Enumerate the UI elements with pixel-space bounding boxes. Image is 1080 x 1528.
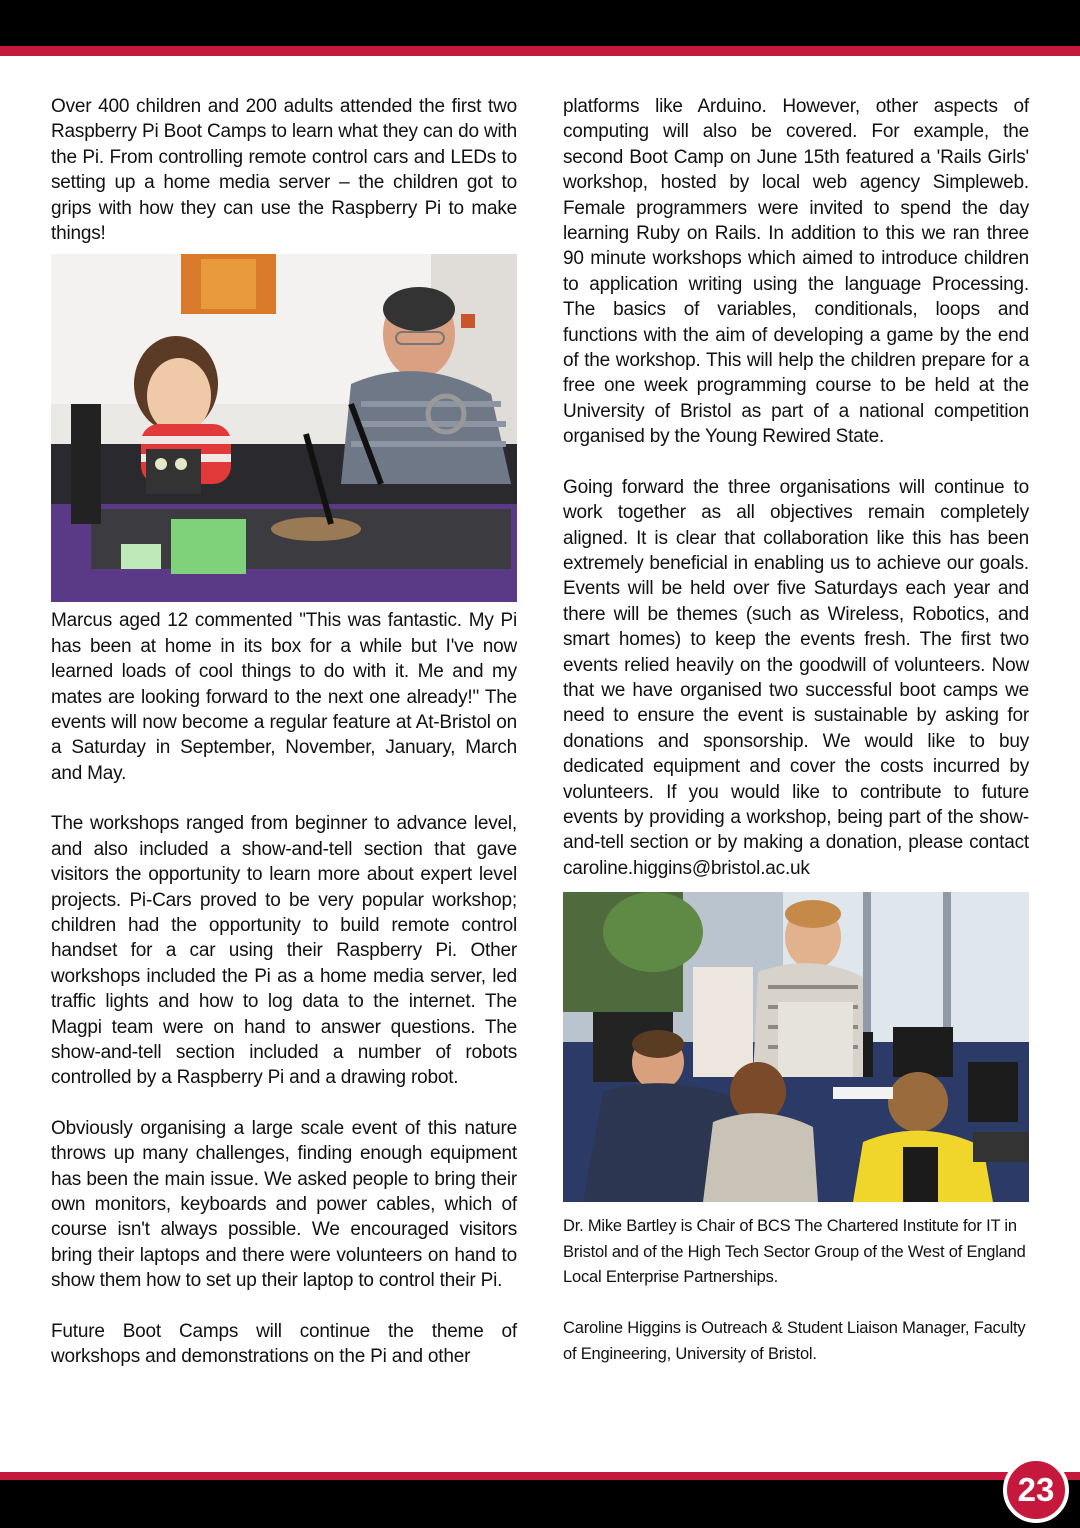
photo-workshop-room <box>563 892 1029 1202</box>
right-column <box>563 94 1029 1367</box>
page-number-badge: 23 <box>1003 1457 1069 1523</box>
workshops-paragraph: The workshops ranged from beginner to advance level, and also included a show-and-tell section that gave visitors the opportunity to learn more about expert level projects. Pi-Cars proved to be very popular workshop; children had the opportunity to build remote control handset for a car using their Raspberry Pi. Other workshops included the Pi as a home media server, led traffic lights and how to log data to the internet. The Magpi team were on hand to answer questions. The show-and-tell section included a number of robots controlled by a Raspberry Pi and a drawing robot. <box>51 813 517 1089</box>
quote-paragraph: Marcus aged 12 commented "This was fantastic. My Pi has been at home in its box for a while but I've now learned loads of cool things to do with it. Me and my mates are looking forward to the next one already!" The events will now become a regular feature at At-Bristol on a Saturday in September, November, January, March and May. <box>51 610 517 784</box>
platforms-paragraph: platforms like Arduino. However, other aspects of computing will also be covered. For example, the second Boot Camp on June 15th featured a 'Rails Girls' workshop, hosted by local web agency Simpleweb. Female programmers were invited to spend the day learning Ruby on Rails. In addition to this we ran three 90 minute workshops which aimed to introduce children to application writing using the language Processing. The basics of variables, conditionals, loops and functions with the aim of developing a game by the end of the workshop. This will help the children prepare for a free one week programming course to be held at the University of Bristol as part of a national competition organised by the Young Rewired State. <box>563 96 1029 448</box>
going-forward-paragraph: Going forward the three organisations will continue to work together as all objectives remain completely aligned. It is clear that collaboration like this has been extremely beneficial in enabling us to achieve our goals. Events will be held over five Saturdays each year and there will be themes (such as Wireless, Robotics, and smart homes) to keep the events fresh. The first two events relied heavily on the goodwill of volunteers. Now that we have organised two successful boot camps we need to ensure the event is sustainable by asking for donations and sponsorship. We would like to buy dedicated equipment and cover the costs incurred by volunteers. If you would like to contribute to future events by providing a workshop, being part of the show-and-tell section or by making a donation, please contact caroline.higgins@bristol.ac.uk <box>563 476 1029 879</box>
header-accent-stripe <box>0 46 1080 56</box>
author-caption-bartley: Dr. Mike Bartley is Chair of BCS The Chartered Institute for IT in Bristol and of the High Tech Sector Group of the West of England Local Enterprise Partnerships. <box>563 1217 1026 1287</box>
future-paragraph: Future Boot Camps will continue the theme of workshops and demonstrations on the Pi and other <box>51 1320 517 1367</box>
left-column <box>51 94 517 1369</box>
footer-accent-stripe <box>0 1472 1080 1480</box>
intro-paragraph: Over 400 children and 200 adults attended the first two Raspberry Pi Boot Camps to learn what they can do with the Pi. From controlling remote control cars and LEDs to setting up a home media server – the children got to grips with how they can use the Raspberry Pi to make things! <box>51 96 517 245</box>
footer-bar <box>0 1480 1080 1528</box>
challenges-paragraph: Obviously organising a large scale event of this nature throws up many challenges, finding enough equipment has been the main issue. We asked people to bring their own monitors, keyboards and power cables, which of course isn't always possible. We encouraged visitors bring their laptops and there were volunteers on hand to show them how to set up their laptop to control their Pi. <box>51 1117 517 1292</box>
header-bar <box>0 0 1080 46</box>
author-caption-higgins: Caroline Higgins is Outreach & Student Liaison Manager, Faculty of Engineering, University of Bristol. <box>563 1318 1026 1363</box>
photo-girl-and-man-soldering <box>51 254 517 602</box>
